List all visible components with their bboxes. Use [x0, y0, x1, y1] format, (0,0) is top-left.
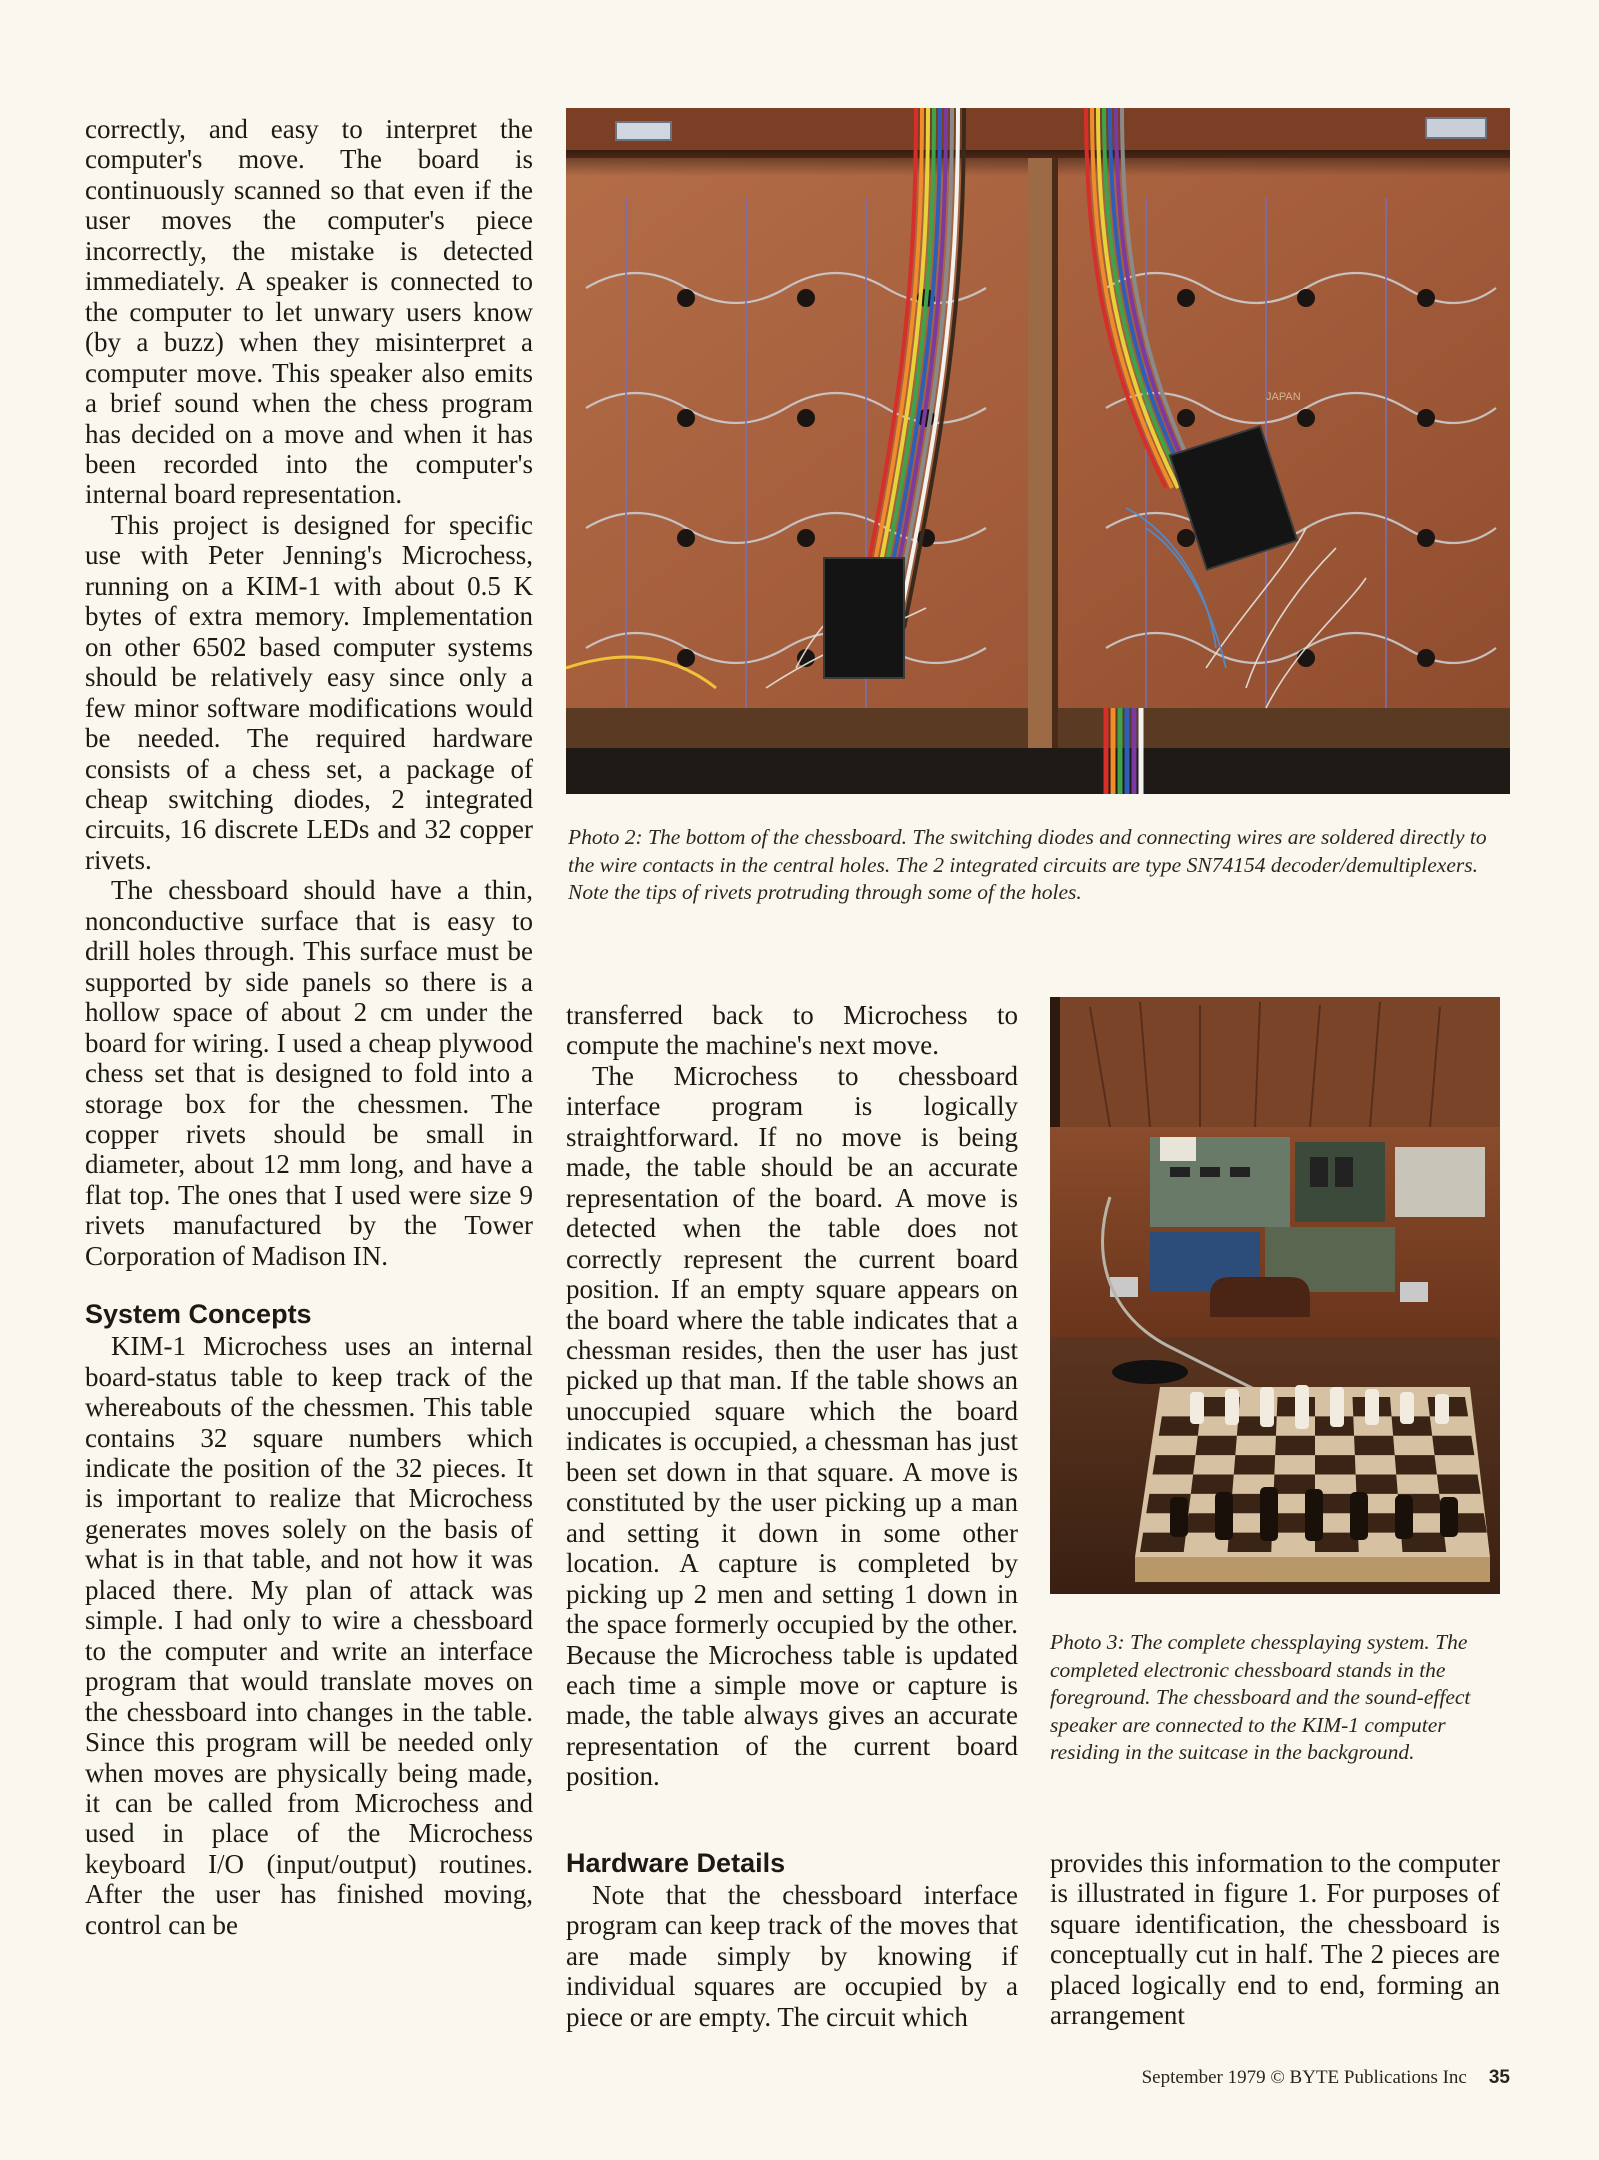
photo-2-caption: Photo 2: The bottom of the chessboard. The switching diodes and connecting wires are soldered directly to the wire contacts in the central holes. The 2 integrated circuits are type SN74154 decoder/demultiplexers. Note the tips of rivets protruding through some of the holes.	[568, 825, 1487, 904]
body-paragraph: The Microchess to chessboard interface program is logically straightforward. If no move is being made, the table should be an accurate representation of the board. A move is detected when the table does not correctly represent the current board position. If an empty square appears on the board where the table indicates that a chessman resides, then the user has just picked up that man. If the table shows an unoccupied square which the board indicates is occupied, a chessman has just been set down in that square. A move is constituted by the user picking up a man and setting it down in some other location. A capture is completed by picking up 2 men and setting 1 down in the space formerly occupied by the other. Because the Microchess table is updated each time a simple move or capture is made, the table always gives an accurate representation of the current board position.	[566, 1060, 1018, 1792]
board-square	[1437, 1475, 1481, 1494]
board-square	[1356, 1475, 1398, 1494]
section-heading-system-concepts: System Concepts	[85, 1299, 312, 1330]
photo-chessplaying-system	[1050, 997, 1500, 1594]
board-square	[1153, 1455, 1196, 1474]
body-paragraph: provides this information to the computer is illustrated in figure 1. For purposes of square identification, the chessboard is conceptually cut in half. The 2 pieces are placed logically end to end, forming an arrangement	[1050, 1848, 1500, 2031]
body-paragraph: transferred back to Microchess to compute the machine's next move.	[566, 1000, 1018, 1061]
photo-3-caption: Photo 3: The complete chessplaying system. The completed electronic chessboard stands in the foreground. The chessboard and the sound-effect speaker are connected to the KIM-1 computer residing in the suitcase in the background.	[1050, 1630, 1471, 1764]
right-column-lower	[1050, 1848, 1500, 2031]
chip-label: JAPAN	[1266, 391, 1301, 403]
board-square	[1275, 1436, 1315, 1455]
integrated-circuit-left	[824, 558, 904, 678]
chess-system-image	[1050, 997, 1500, 1594]
chessboard-wiring-image	[566, 108, 1510, 794]
footer-publication-line: September 1979 © BYTE Publications Inc	[1141, 2067, 1467, 2088]
photo-chessboard-bottom	[566, 108, 1510, 794]
page-footer	[1090, 2067, 1510, 2089]
board-square	[1191, 1475, 1234, 1494]
page-number: 35	[1488, 2067, 1510, 2088]
body-paragraph: correctly, and easy to interpret the computer's move. The board is continuously scanned so that even if the user moves the computer's piece incorrectly, the mistake is detected immediately. A speaker is connected to the computer to let unwary users know (by a buzz) when they misinterpret a computer move. This speaker also emits a brief sound when the chess program has decided on a move and when it has been recorded into the computer's internal board representation.	[85, 114, 533, 510]
board-square	[1195, 1436, 1236, 1455]
body-paragraph: Note that the chessboard interface program can keep track of the moves that are made simply by knowing if individual squares are occupied by a piece or are empty. The circuit which	[566, 1880, 1018, 2032]
body-paragraph: The chessboard should have a thin, nonconductive surface that is easy to drill holes through. This surface must be supported by side panels so there is a hollow space of about 2 cm under the board for wiring. I used a cheap plywood chess set that is designed to fold into a storage box for the chessmen. The copper rivets should be small in diameter, about 12 mm long, and have a flat top. The ones that I used were size 9 rivets manufactured by the Tower Corporation of Madison IN.	[85, 875, 533, 1271]
body-paragraph: This project is designed for specific use with Peter Jenning's Microchess, running on a KIM-1 with about 0.5 K bytes of extra memory. Implementation on other 6502 based computer systems should be relatively easy since only a few minor software modifications would be needed. The required hardware consists of a chess set, a package of cheap switching diodes, 2 integrated circuits, 16 discrete LEDs and 32 copper rivets.	[85, 509, 533, 875]
board-square	[1354, 1436, 1395, 1455]
middle-column-lower	[566, 1848, 1018, 2032]
board-square	[1395, 1455, 1437, 1474]
section-heading-hardware-details: Hardware Details	[566, 1848, 786, 1878]
board-square	[1432, 1436, 1474, 1455]
board-square	[1234, 1455, 1275, 1474]
body-paragraph: KIM-1 Microchess uses an internal board-status table to keep track of the whereabouts of the chessmen. This table contains 32 square numbers which indicate the position of the 32 pieces. It is important to realize that Microchess generates moves solely on the basis of what is in that table, and not how it was placed there. My plan of attack was simple. I had only to wire a chessboard to the computer and write an interface program that would translate moves on the chessboard into changes in the table. Since this program will be needed only when moves are physically being made, it can be called from Microchess and used in place of the Microchess keyboard I/O (input/output) routines. After the user has finished moving, control can be	[85, 1331, 533, 1940]
middle-column	[566, 1000, 1018, 1792]
left-column	[85, 114, 533, 1940]
board-square	[1315, 1455, 1356, 1474]
